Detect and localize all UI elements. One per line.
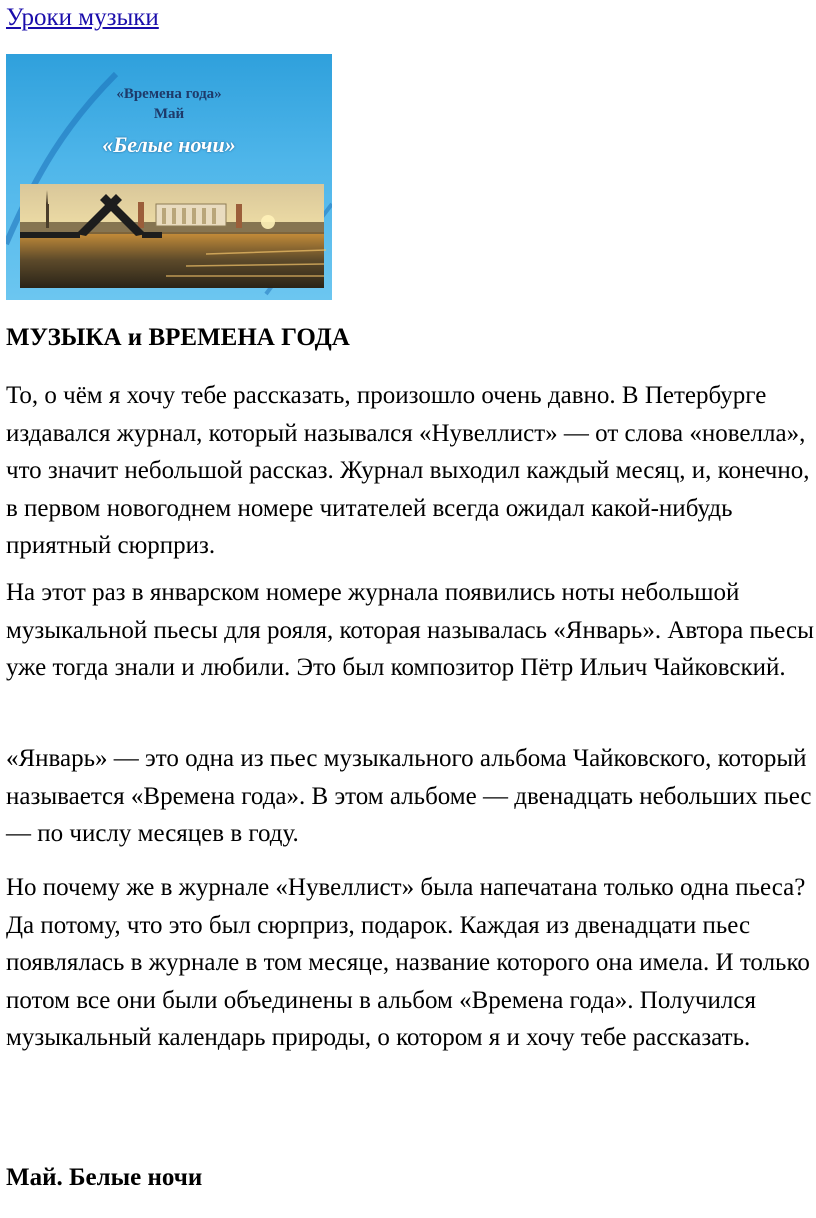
paragraph-3: «Январь» — это одна из пьес музыкального альбома Чайковского, который называется «Времена года». В этом альбоме — двенадцать небольших пьес — по числу месяцев в году.: [6, 745, 812, 847]
sun-icon: [261, 215, 275, 229]
article-heading: МУЗЫКА и ВРЕМЕНА ГОДА: [6, 324, 350, 351]
cover-subtitle: «Белые ночи»: [102, 132, 236, 157]
cover-month: Май: [153, 106, 185, 122]
paragraph-4: Но почему же в журнале «Нувеллист» была напечатана только одна пьеса? Да потому, что это был сюрприз, подарок. Каждая из двенадцати пьес появлялась в журнале в том месяце, название которого она имела. И только потом все они были объединены в альбом «Времена года». Получился музыкальный календарь природы, о котором я и хочу тебе рассказать.: [6, 874, 810, 1051]
cover-image: [6, 54, 332, 300]
paragraph-2: На этот раз в январском номере журнала появились ноты небольшой музыкальной пьесы для рояля, которая называлась «Январь». Автора пьесы уже тогда знали и любили. Это был композитор Пётр Ильич Чайковский.: [6, 579, 814, 681]
section-subheading: Май. Белые ночи: [6, 1164, 203, 1191]
paragraph-1: То, о чём я хочу тебе рассказать, произошло очень давно. В Петербурге издавался журнал, который назывался «Нувеллист» — от слова «новелла», что значит небольшой рассказ. Журнал выходил каждый месяц, и, конечно, в первом новогоднем номере читателей всегда ожидал какой-нибудь приятный сюрприз.: [6, 382, 810, 559]
cover-title: «Времена года»: [116, 86, 222, 102]
lessons-link[interactable]: Уроки музыки: [6, 4, 159, 31]
